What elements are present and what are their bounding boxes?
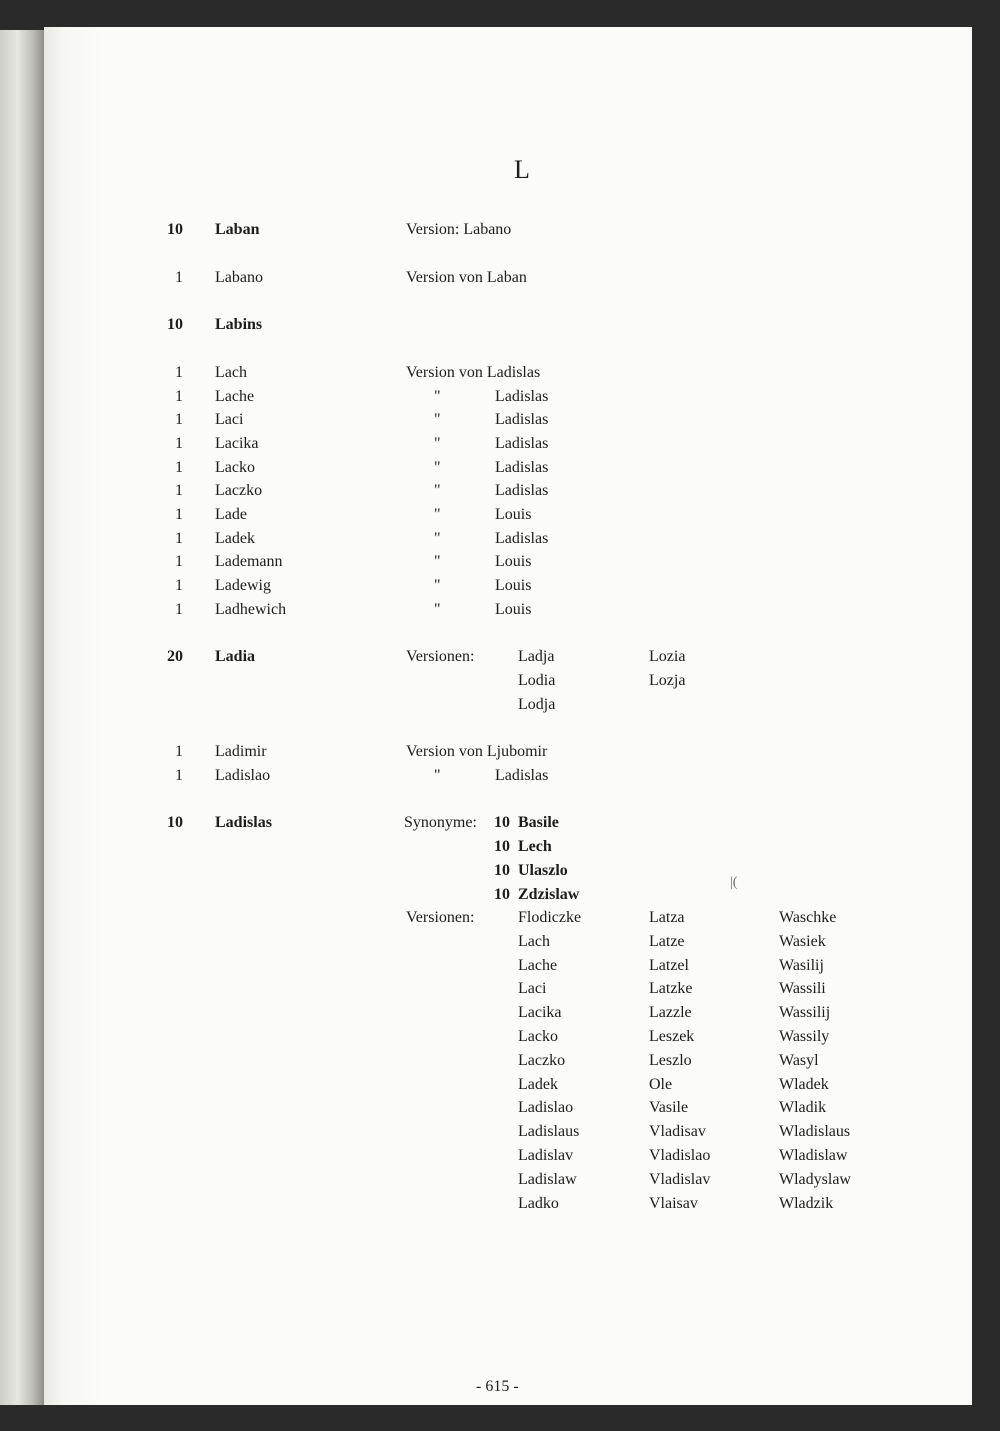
entry-name: Lacko xyxy=(215,459,255,476)
entry-count: 1 xyxy=(175,364,183,381)
version-item: Waschke xyxy=(779,909,837,926)
ditto-mark: " xyxy=(434,767,441,784)
entry-count: 1 xyxy=(175,601,183,618)
entry-name: Lacika xyxy=(215,435,259,452)
entry-name: Lademann xyxy=(215,553,283,570)
version-item: Wladislaw xyxy=(779,1147,848,1164)
ditto-mark: " xyxy=(434,553,441,570)
entry-name: Lach xyxy=(215,364,247,381)
entry-name: Lache xyxy=(215,388,255,405)
entry-relation: Ladislas xyxy=(495,530,549,547)
version-item: Latzel xyxy=(649,956,689,974)
version-item: Vladisav xyxy=(649,1123,706,1141)
version-item: Vladislav xyxy=(649,1170,711,1188)
entry-relation: Louis xyxy=(495,553,532,570)
version-item: Leszek xyxy=(649,1028,695,1045)
ditto-mark: " xyxy=(434,530,441,547)
version-item: Ladislav xyxy=(518,1147,574,1164)
entry-relation: Ladislas xyxy=(495,435,549,452)
version-item: Wladislaus xyxy=(779,1123,851,1141)
page-number: - 615 - xyxy=(476,1378,519,1395)
version-item: Wasyl xyxy=(779,1051,819,1069)
entry-count: 20 xyxy=(167,648,183,665)
version-item: Lach xyxy=(518,932,550,950)
entry-relation: Version von Ljubomir xyxy=(406,743,548,760)
version-item: Lazzle xyxy=(649,1004,692,1022)
entry-name: Labano xyxy=(215,269,263,286)
version-item: Vlaisav xyxy=(649,1194,698,1212)
synonym-count: 10 xyxy=(494,886,510,903)
ditto-mark: " xyxy=(434,601,441,618)
versions-label: Versionen: xyxy=(406,909,475,926)
version-item: Laci xyxy=(518,980,547,998)
synonym-name: Basile xyxy=(518,814,559,831)
entry-count: 10 xyxy=(167,814,183,831)
entry-name: Laban xyxy=(215,221,260,238)
version-item: Lodia xyxy=(518,672,556,689)
margin-mark: |( xyxy=(730,875,738,890)
version-item: Lozia xyxy=(649,648,686,665)
version-item: Lodja xyxy=(518,696,556,713)
version-item: Ladek xyxy=(518,1075,558,1093)
entry-relation: Louis xyxy=(495,577,532,594)
synonym-name: Zdzislaw xyxy=(518,886,580,903)
entry-count: 1 xyxy=(175,459,183,476)
section-letter-heading: L xyxy=(514,155,531,184)
entry-relation: Ladislas xyxy=(495,388,549,405)
version-item: Lache xyxy=(518,956,558,974)
entry-count: 1 xyxy=(175,269,183,286)
ditto-mark: " xyxy=(434,411,441,428)
entry-count: 1 xyxy=(175,767,183,784)
entry-count: 10 xyxy=(167,221,183,238)
version-item: Wladik xyxy=(779,1099,827,1117)
synonym-name: Lech xyxy=(518,838,552,855)
version-item: Lozja xyxy=(649,672,686,689)
ditto-mark: " xyxy=(434,506,441,523)
version-item: Wladyslaw xyxy=(779,1170,851,1188)
entry-count: 1 xyxy=(175,482,183,499)
synonym-count: 10 xyxy=(494,838,510,855)
version-item: Wassilij xyxy=(779,1004,831,1022)
entry-name: Lade xyxy=(215,506,247,523)
version-item: Ladja xyxy=(518,648,555,665)
version-item: Vladislao xyxy=(649,1147,711,1164)
version-item: Laczko xyxy=(518,1051,566,1069)
synonym-count: 10 xyxy=(494,862,510,879)
ditto-mark: " xyxy=(434,482,441,499)
ditto-mark: " xyxy=(434,435,441,452)
synonym-name: Ulaszlo xyxy=(518,862,568,879)
entry-relation: Version von Ladislas xyxy=(406,364,541,381)
entry-count: 1 xyxy=(175,553,183,570)
entry-name: Labins xyxy=(215,316,263,333)
entry-name: Ladimir xyxy=(215,743,267,760)
synonym-count: 10 xyxy=(494,814,510,831)
ditto-mark: " xyxy=(434,388,441,405)
version-item: Lacika xyxy=(518,1004,562,1022)
entry-count: 1 xyxy=(175,743,183,760)
version-item: Ladislaus xyxy=(518,1123,580,1141)
entry-relation: Ladislas xyxy=(495,459,549,476)
ditto-mark: " xyxy=(434,577,441,594)
entry-relation: Louis xyxy=(495,506,532,523)
entry-name: Ladia xyxy=(215,648,256,665)
version-item: Wladek xyxy=(779,1075,829,1093)
version-item: Wassily xyxy=(779,1028,830,1045)
version-item: Ladko xyxy=(518,1194,559,1212)
entry-count: 1 xyxy=(175,506,183,523)
entry-name: Ladislao xyxy=(215,767,271,784)
synonyms-label: Synonyme: xyxy=(404,814,477,831)
version-item: Vasile xyxy=(649,1099,689,1117)
version-item: Wassili xyxy=(779,980,826,998)
entry-relation: Ladislas xyxy=(495,767,549,784)
entry-name: Ladislas xyxy=(215,814,272,831)
entry-name: Laczko xyxy=(215,482,263,499)
version-item: Latzke xyxy=(649,980,693,998)
entry-count: 10 xyxy=(167,316,183,333)
version-item: Wladzik xyxy=(779,1194,834,1212)
version-item: Latza xyxy=(649,909,685,926)
entry-count: 1 xyxy=(175,411,183,428)
entry-name: Ladhewich xyxy=(215,601,287,618)
version-item: Flodiczke xyxy=(518,909,582,926)
entry-relation: Louis xyxy=(495,601,532,618)
version-item: Latze xyxy=(649,932,685,950)
version-item: Ladislaw xyxy=(518,1170,577,1188)
version-item: Ladislao xyxy=(518,1099,574,1117)
entry-count: 1 xyxy=(175,388,183,405)
entry-relation: Ladislas xyxy=(495,482,549,499)
entry-name: Ladek xyxy=(215,530,255,547)
ditto-mark: " xyxy=(434,459,441,476)
entry-relation: Version von Laban xyxy=(406,269,527,286)
entry-count: 1 xyxy=(175,530,183,547)
version-item: Lacko xyxy=(518,1028,558,1045)
entry-name: Laci xyxy=(215,411,244,428)
version-item: Ole xyxy=(649,1075,673,1093)
entry-count: 1 xyxy=(175,577,183,594)
entry-relation: Ladislas xyxy=(495,411,549,428)
versions-label: Versionen: xyxy=(406,648,475,665)
entry-relation: Version: Labano xyxy=(406,221,512,238)
entry-count: 1 xyxy=(175,435,183,452)
book-spine xyxy=(0,30,44,1405)
version-item: Leszlo xyxy=(649,1051,692,1069)
entry-name: Ladewig xyxy=(215,577,271,594)
version-item: Wasiek xyxy=(779,932,826,950)
version-item: Wasilij xyxy=(779,956,824,974)
